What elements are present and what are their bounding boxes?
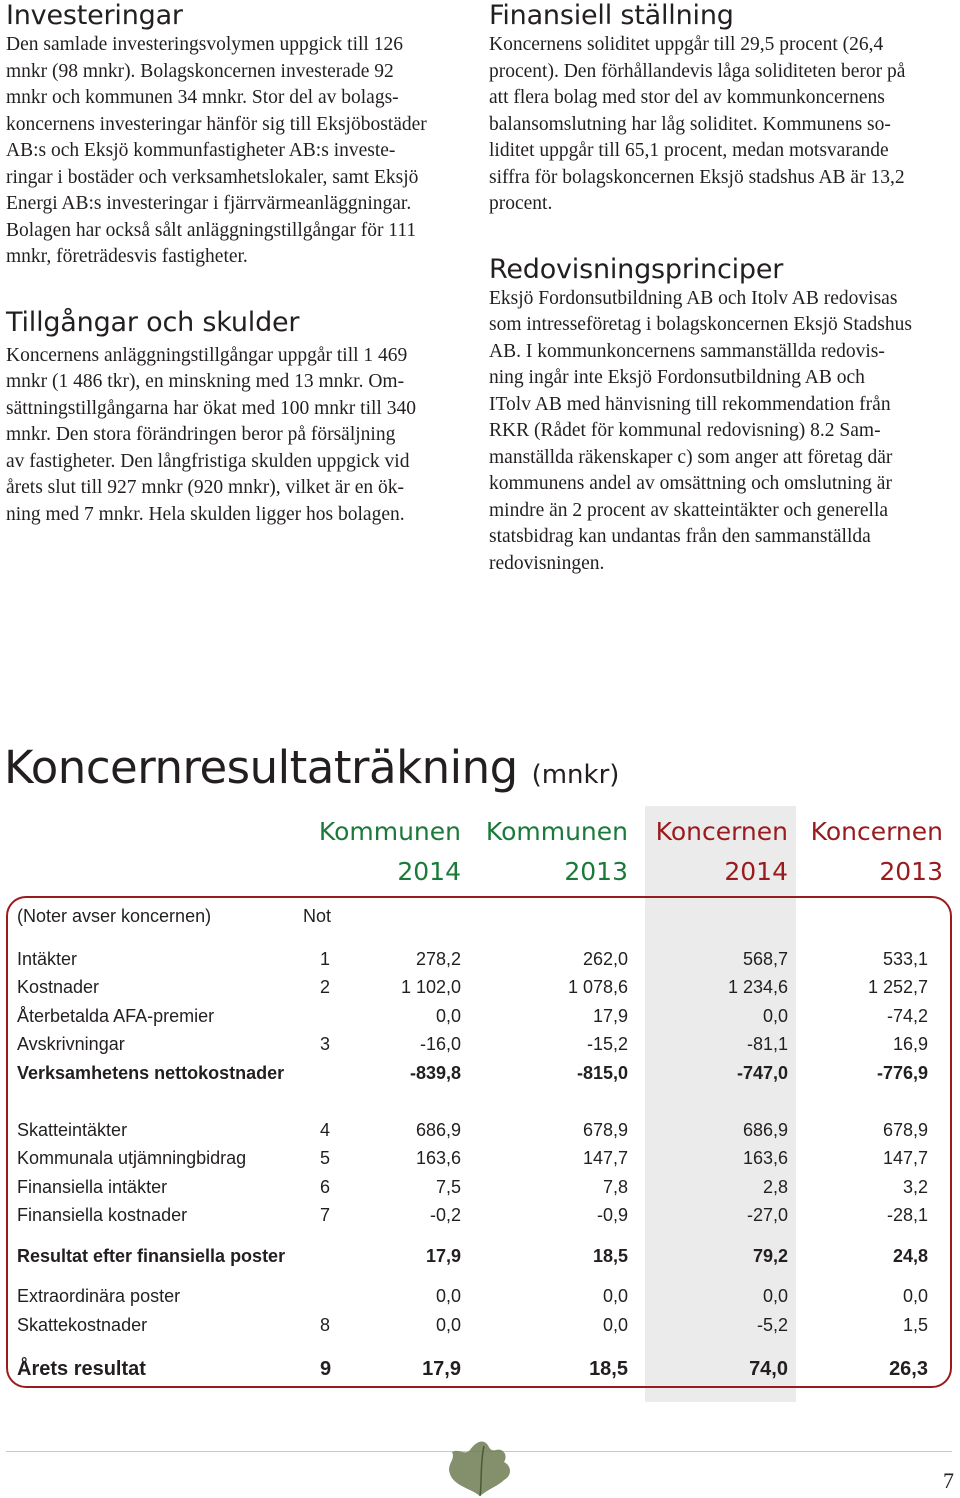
- section-heading-finansiell: Finansiell ställning: [489, 0, 734, 31]
- row-label: Extraordinära poster: [17, 1286, 181, 1306]
- table-row-result: [0, 1355, 960, 1383]
- cell-kommunen-2013: -815,0: [576, 1063, 628, 1083]
- paragraph-investeringar: [6, 32, 468, 271]
- column-year: 2013: [564, 857, 628, 886]
- cell-koncernen-2013: 0,0: [902, 1286, 928, 1306]
- text-line: sättningstillgångarna har ökat med 100 mnkr till 340: [6, 397, 416, 419]
- cell-kommunen-2014: -839,8: [409, 1063, 461, 1083]
- text-line: årets slut till 927 mnkr (920 mnkr), vilket är en ök-: [6, 477, 405, 498]
- text-line: Koncernens anläggningstillgångar uppgår till 1 469: [6, 344, 408, 366]
- row-label: Årets resultat: [17, 1358, 146, 1380]
- cell-kommunen-2013: 262,0: [582, 949, 628, 969]
- cell-kommunen-2014: 7,5: [435, 1177, 461, 1197]
- table-row: [0, 1144, 960, 1172]
- text-line: koncernens investeringar hänför sig till Eksjöbostäder: [6, 113, 427, 135]
- cell-kommunen-2013: 0,0: [602, 1315, 628, 1335]
- cell-kommunen-2013: 0,0: [602, 1286, 628, 1306]
- table-row-subtotal: [0, 1242, 960, 1270]
- text-line: mnkr (98 mnkr). Bolagskoncernen investerade 92: [6, 60, 394, 82]
- row-not: 2: [320, 977, 331, 997]
- cell-kommunen-2013: 18,5: [589, 1358, 628, 1380]
- cell-kommunen-2014: -0,2: [429, 1205, 461, 1225]
- table-row: [0, 1201, 960, 1229]
- text-line: av fastigheter. Den långfristiga skulden uppgick vid: [6, 450, 410, 472]
- row-not: 3: [320, 1034, 331, 1054]
- row-label: Återbetalda AFA-premier: [17, 1006, 215, 1026]
- row-label: Skatteintäkter: [17, 1120, 128, 1140]
- row-label: Resultat efter finansiella poster: [17, 1246, 286, 1266]
- text-line: Den samlade investeringsvolymen uppgick till 126: [6, 34, 403, 55]
- cell-kommunen-2014: 163,6: [415, 1148, 461, 1168]
- cell-koncernen-2013: 1 252,7: [867, 977, 928, 997]
- cell-koncernen-2013: 3,2: [902, 1177, 928, 1197]
- table-row: [0, 945, 960, 973]
- page-number: 7: [943, 1468, 954, 1493]
- column-header-koncernen-2014: [638, 812, 788, 892]
- cell-koncernen-2014: 163,6: [742, 1148, 788, 1168]
- column-year: 2013: [879, 857, 943, 886]
- section-heading-investeringar: Investeringar: [6, 0, 183, 31]
- cell-kommunen-2013: -0,9: [596, 1205, 628, 1225]
- text-line: balansomslutning har låg soliditet. Kommunens so-: [489, 113, 891, 135]
- row-label: Finansiella kostnader: [17, 1205, 188, 1225]
- paragraph-redovisning: [489, 286, 955, 578]
- text-line: Eksjö Fordonsutbildning AB och Itolv AB redovisas: [489, 287, 898, 309]
- text-line: ning med 7 mnkr. Hela skulden ligger hos bolagen.: [6, 503, 405, 525]
- text-line: kommunens andel av omsättning och omslutning är: [489, 473, 892, 494]
- statement-title: [4, 740, 619, 803]
- column-year: 2014: [397, 857, 461, 886]
- text-line: siffra för bolagskoncernen Eksjö stadshus AB är 13,2: [489, 166, 905, 188]
- section-heading-redovisning: Redovisningsprinciper: [489, 253, 784, 285]
- text-line: ringar i bostäder och verksamhetslokaler, samt Eksjö: [6, 166, 419, 188]
- row-not: 4: [320, 1120, 331, 1140]
- cell-koncernen-2013: 26,3: [889, 1358, 928, 1380]
- text-line: mindre än 2 procent av skatteintäkter och generella: [489, 499, 889, 521]
- column-name: Koncernen: [810, 817, 943, 846]
- statement-unit: (mnkr): [531, 760, 620, 790]
- text-line: procent). Den förhållandevis låga soliditeten beror på: [489, 60, 906, 82]
- noter-label: (Noter avser koncernen): [17, 906, 212, 926]
- table-row: [0, 1282, 960, 1310]
- cell-kommunen-2014: 0,0: [435, 1315, 461, 1335]
- text-line: manställda räkenskaper c) som anger att företag där: [489, 446, 893, 468]
- column-year: 2014: [724, 857, 788, 886]
- text-line: AB:s och Eksjö kommunfastigheter AB:s investe-: [6, 140, 396, 161]
- cell-koncernen-2014: 2,8: [762, 1177, 788, 1197]
- column-header-kommunen-2014: [311, 812, 461, 892]
- column-name: Koncernen: [655, 817, 788, 846]
- cell-koncernen-2014: -747,0: [736, 1063, 788, 1083]
- table-row-subtotal: [0, 1059, 960, 1087]
- cell-kommunen-2014: 17,9: [425, 1246, 461, 1266]
- table-row: [0, 1311, 960, 1339]
- column-name: Kommunen: [485, 817, 628, 846]
- table-row: [0, 1173, 960, 1201]
- text-line: Koncernens soliditet uppgår till 29,5 procent (26,4: [489, 34, 884, 55]
- text-line: RKR (Rådet för kommunal redovisning) 8.2 Sam-: [489, 420, 881, 441]
- text-line: Bolagen har också sålt anläggningstillgångar för 111: [6, 219, 417, 241]
- text-line: ning ingår inte Eksjö Fordonsutbildning AB och: [489, 367, 865, 388]
- cell-kommunen-2014: 0,0: [435, 1006, 461, 1026]
- text-line: mnkr, företrädesvis fastigheter.: [6, 246, 248, 267]
- column-header-koncernen-2013: [793, 812, 943, 892]
- cell-koncernen-2014: 568,7: [742, 949, 788, 969]
- cell-koncernen-2013: -74,2: [886, 1006, 928, 1026]
- cell-koncernen-2013: 24,8: [892, 1246, 928, 1266]
- table-row: [0, 1030, 960, 1058]
- cell-koncernen-2014: -81,1: [746, 1034, 788, 1054]
- text-line: som intresseföretag i bolagskoncernen Eksjö Stadshus: [489, 314, 912, 335]
- row-label: Kostnader: [17, 977, 100, 997]
- row-label: Avskrivningar: [17, 1034, 125, 1054]
- cell-kommunen-2013: 18,5: [592, 1246, 628, 1266]
- cell-kommunen-2013: 678,9: [582, 1120, 628, 1140]
- row-not: 5: [320, 1148, 331, 1168]
- cell-koncernen-2013: 533,1: [882, 949, 928, 969]
- column-name: Kommunen: [318, 817, 461, 846]
- row-not: 6: [320, 1177, 331, 1197]
- paragraph-finansiell: [489, 32, 955, 218]
- row-not: 8: [320, 1315, 331, 1335]
- cell-koncernen-2014: 74,0: [749, 1358, 788, 1380]
- cell-kommunen-2014: 278,2: [415, 949, 461, 969]
- table-row: [0, 1116, 960, 1144]
- text-line: mnkr. Den stora förändringen beror på försäljning: [6, 424, 396, 445]
- cell-kommunen-2014: 17,9: [422, 1358, 461, 1380]
- cell-koncernen-2013: -776,9: [876, 1063, 928, 1083]
- table-row: [0, 1002, 960, 1030]
- cell-koncernen-2014: 686,9: [742, 1120, 788, 1140]
- row-not: 9: [320, 1358, 332, 1380]
- cell-koncernen-2014: 0,0: [762, 1286, 788, 1306]
- text-line: statsbidrag kan undantas från den sammanställda: [489, 526, 871, 547]
- text-line: AB. I kommunkoncernens sammanställda redovis-: [489, 340, 885, 362]
- table-row: [0, 973, 960, 1001]
- cell-koncernen-2013: 147,7: [882, 1148, 928, 1168]
- column-header-kommunen-2013: [478, 812, 628, 892]
- oak-leaf-icon: [440, 1438, 520, 1498]
- section-heading-tillgangar: Tillgångar och skulder: [6, 306, 300, 338]
- row-label: Kommunala utjämningbidrag: [17, 1148, 247, 1168]
- row-not: 7: [320, 1205, 331, 1225]
- cell-koncernen-2014: 79,2: [752, 1246, 788, 1266]
- cell-koncernen-2013: 678,9: [882, 1120, 928, 1140]
- text-line: att flera bolag med stor del av kommunkoncernens: [489, 87, 885, 108]
- cell-kommunen-2013: -15,2: [586, 1034, 628, 1054]
- text-line: mnkr (1 486 tkr), en minskning med 13 mnkr. Om-: [6, 371, 405, 392]
- row-label: Verksamhetens nettokostnader: [17, 1063, 285, 1083]
- text-line: redovisningen.: [489, 552, 605, 574]
- cell-koncernen-2013: 1,5: [902, 1315, 928, 1335]
- text-line: Energi AB:s investeringar i fjärrvärmeanläggningar.: [6, 193, 412, 214]
- cell-kommunen-2014: 1 102,0: [400, 977, 461, 997]
- cell-kommunen-2014: 0,0: [435, 1286, 461, 1306]
- text-line: mnkr och kommunen 34 mnkr. Stor del av bolags-: [6, 87, 399, 108]
- cell-koncernen-2013: -28,1: [886, 1205, 928, 1225]
- row-label: Intäkter: [17, 949, 78, 969]
- cell-kommunen-2013: 17,9: [592, 1006, 628, 1026]
- statement-title-text: Koncernresultaträkning: [4, 741, 518, 794]
- cell-kommunen-2013: 1 078,6: [567, 977, 628, 997]
- right-column: [489, 0, 955, 577]
- text-line: ITolv AB med hänvisning till rekommendation från: [489, 393, 891, 415]
- left-column: [6, 0, 468, 528]
- cell-koncernen-2013: 16,9: [892, 1034, 928, 1054]
- row-not: 1: [320, 949, 331, 969]
- cell-kommunen-2013: 7,8: [602, 1177, 628, 1197]
- text-line: procent.: [489, 193, 553, 214]
- cell-kommunen-2013: 147,7: [582, 1148, 628, 1168]
- row-label: Skattekostnader: [17, 1315, 148, 1335]
- cell-koncernen-2014: -5,2: [756, 1315, 788, 1335]
- cell-kommunen-2014: -16,0: [419, 1034, 461, 1054]
- cell-koncernen-2014: 0,0: [762, 1006, 788, 1026]
- cell-kommunen-2014: 686,9: [415, 1120, 461, 1140]
- cell-koncernen-2014: -27,0: [746, 1205, 788, 1225]
- cell-koncernen-2014: 1 234,6: [727, 977, 788, 997]
- not-column-header: Not: [303, 906, 332, 926]
- row-label: Finansiella intäkter: [17, 1177, 168, 1197]
- paragraph-tillgangar: [6, 343, 468, 529]
- text-line: liditet uppgår till 65,1 procent, medan motsvarande: [489, 140, 889, 161]
